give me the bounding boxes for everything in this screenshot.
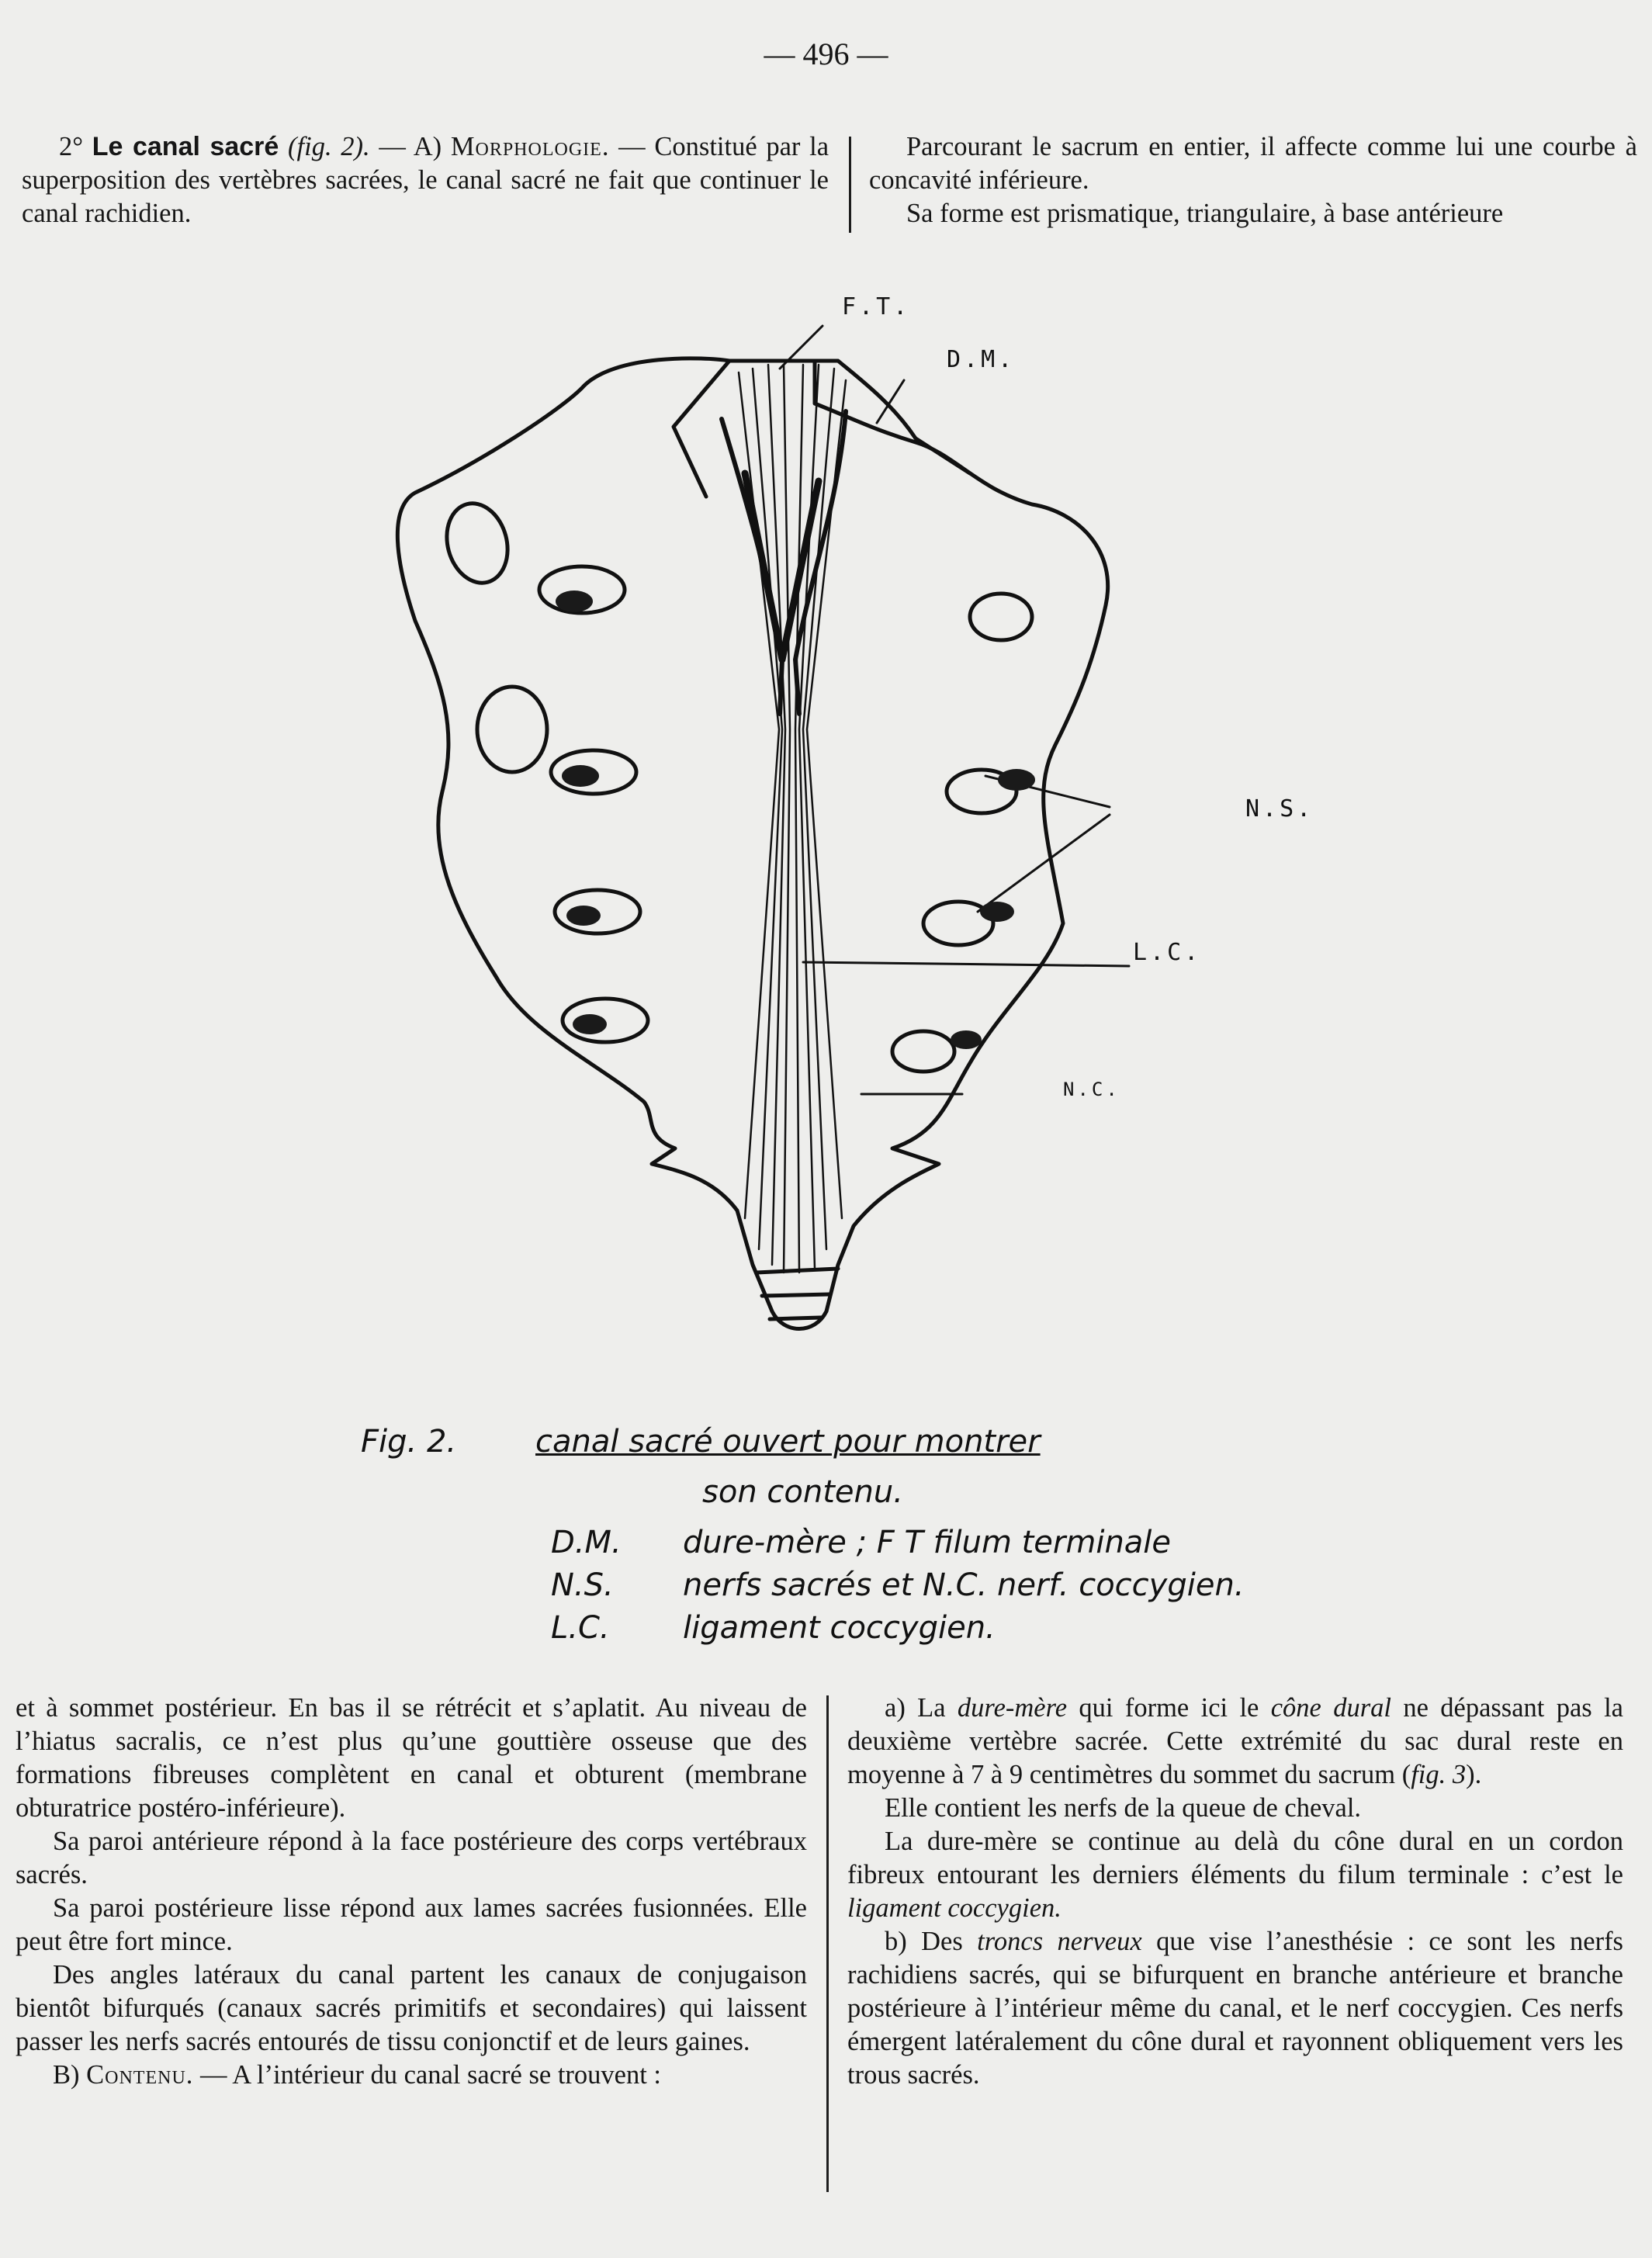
paragraph: B) Contenu. — A l’intérieur du canal sacré se trouvent :: [53, 2060, 662, 2090]
right-foramina: [892, 594, 1032, 1072]
subsection-title: Contenu.: [86, 2060, 194, 2090]
label-dm: D.M.: [947, 346, 1016, 373]
paragraph: Parcourant le sacrum en entier, il affecte comme lui une courbe à concavité inférieure.: [869, 132, 1637, 195]
paragraph: b) Des troncs nerveux que vise l’anesthésie : ce sont les nerfs rachidiens sacrés, qui se bifurquent en branche antérieure et branche postérieure à l’intérieur même du canal, et le nerf coccygien. Ces nerfs émergent latéralement du cône dural et rayonnent obliquement vers les trous sacrés.: [847, 1927, 1623, 2090]
section-heading-paragraph: 2° Le canal sacré (fig. 2). — A) Morphologie. — Constitué par la superposition des vertèbres sacrées, le canal sacré ne fait que continuer le canal rachidien.: [22, 132, 829, 228]
subsection-title: Morphologie.: [450, 132, 610, 161]
paragraph: Sa paroi postérieure lisse répond aux lames sacrées fusionnées. Elle peut être fort mince.: [16, 1893, 807, 1956]
ns-leader-line-2: [978, 815, 1110, 912]
paragraph: Sa paroi antérieure répond à la face postérieure des corps vertébraux sacrés.: [16, 1827, 807, 1889]
label-ft: F.T.: [842, 293, 911, 320]
figure-reference: (fig. 2).: [288, 132, 370, 161]
legend-row: D.M. dure-mère ; F T filum terminale: [551, 1525, 1172, 1560]
lc-leader-line: [803, 962, 1129, 966]
paragraph: Sa forme est prismatique, triangulaire, à base antérieure: [906, 199, 1504, 228]
column-divider-bottom: [826, 1695, 829, 2192]
body-right-column: [847, 1692, 1623, 2092]
paragraph: et à sommet postérieur. En bas il se rétrécit et s’aplatit. Au niveau de l’hiatus sacralis, ce n’est plus qu’une gouttière osseuse que des formations fibreuses complètent en canal et obturent (membrane obturatrice postéro-inférieure).: [16, 1693, 807, 1823]
section-title: Le canal sacré: [92, 132, 279, 161]
intro-right-column: [869, 130, 1637, 230]
left-foramina: [438, 497, 648, 1042]
label-lc: L.C.: [1133, 939, 1202, 966]
caption-fig-number: Fig. 2.: [361, 1424, 457, 1460]
caption-line-1: canal sacré ouvert pour montrer: [535, 1424, 1041, 1460]
legend-row: N.S. nerfs sacrés et N.C. nerf. coccygien.: [551, 1567, 1245, 1603]
paragraph: Des angles latéraux du canal partent les canaux de conjugaison bientôt bifurqués (canaux sacrés primitifs et secondaires) qui laissent passer les nerfs sacrés entourés de tissu conjonctif et de leurs gaines.: [16, 1960, 807, 2056]
body-left-column: [16, 1692, 807, 2092]
figure-reference: fig. 3: [1411, 1760, 1467, 1789]
sacrum-figure: [380, 295, 1389, 1420]
caption-line-2: son contenu.: [702, 1474, 903, 1510]
page-number: — 496 —: [764, 36, 888, 71]
column-divider-top: [849, 137, 851, 233]
section-number: 2°: [59, 132, 84, 161]
label-ns: N.S.: [1245, 795, 1314, 823]
paragraph: a) La dure-mère qui forme ici le cône dural ne dépassant pas la deuxième vertèbre sacrée. Cette extrémité du sac dural reste en moyenne à 7 à 9 centimètres du sommet du sacrum (fig. 3).: [847, 1693, 1623, 1789]
intro-left-column: [22, 130, 829, 230]
legend-row: L.C. ligament coccygien.: [551, 1610, 996, 1646]
paragraph: La dure-mère se continue au delà du cône dural en un cordon fibreux entourant les derniers éléments du filum terminale : c’est le ligament coccygien.: [847, 1827, 1623, 1923]
paragraph: Elle contient les nerfs de la queue de cheval.: [885, 1793, 1362, 1823]
label-nc: N.C.: [1063, 1079, 1120, 1100]
